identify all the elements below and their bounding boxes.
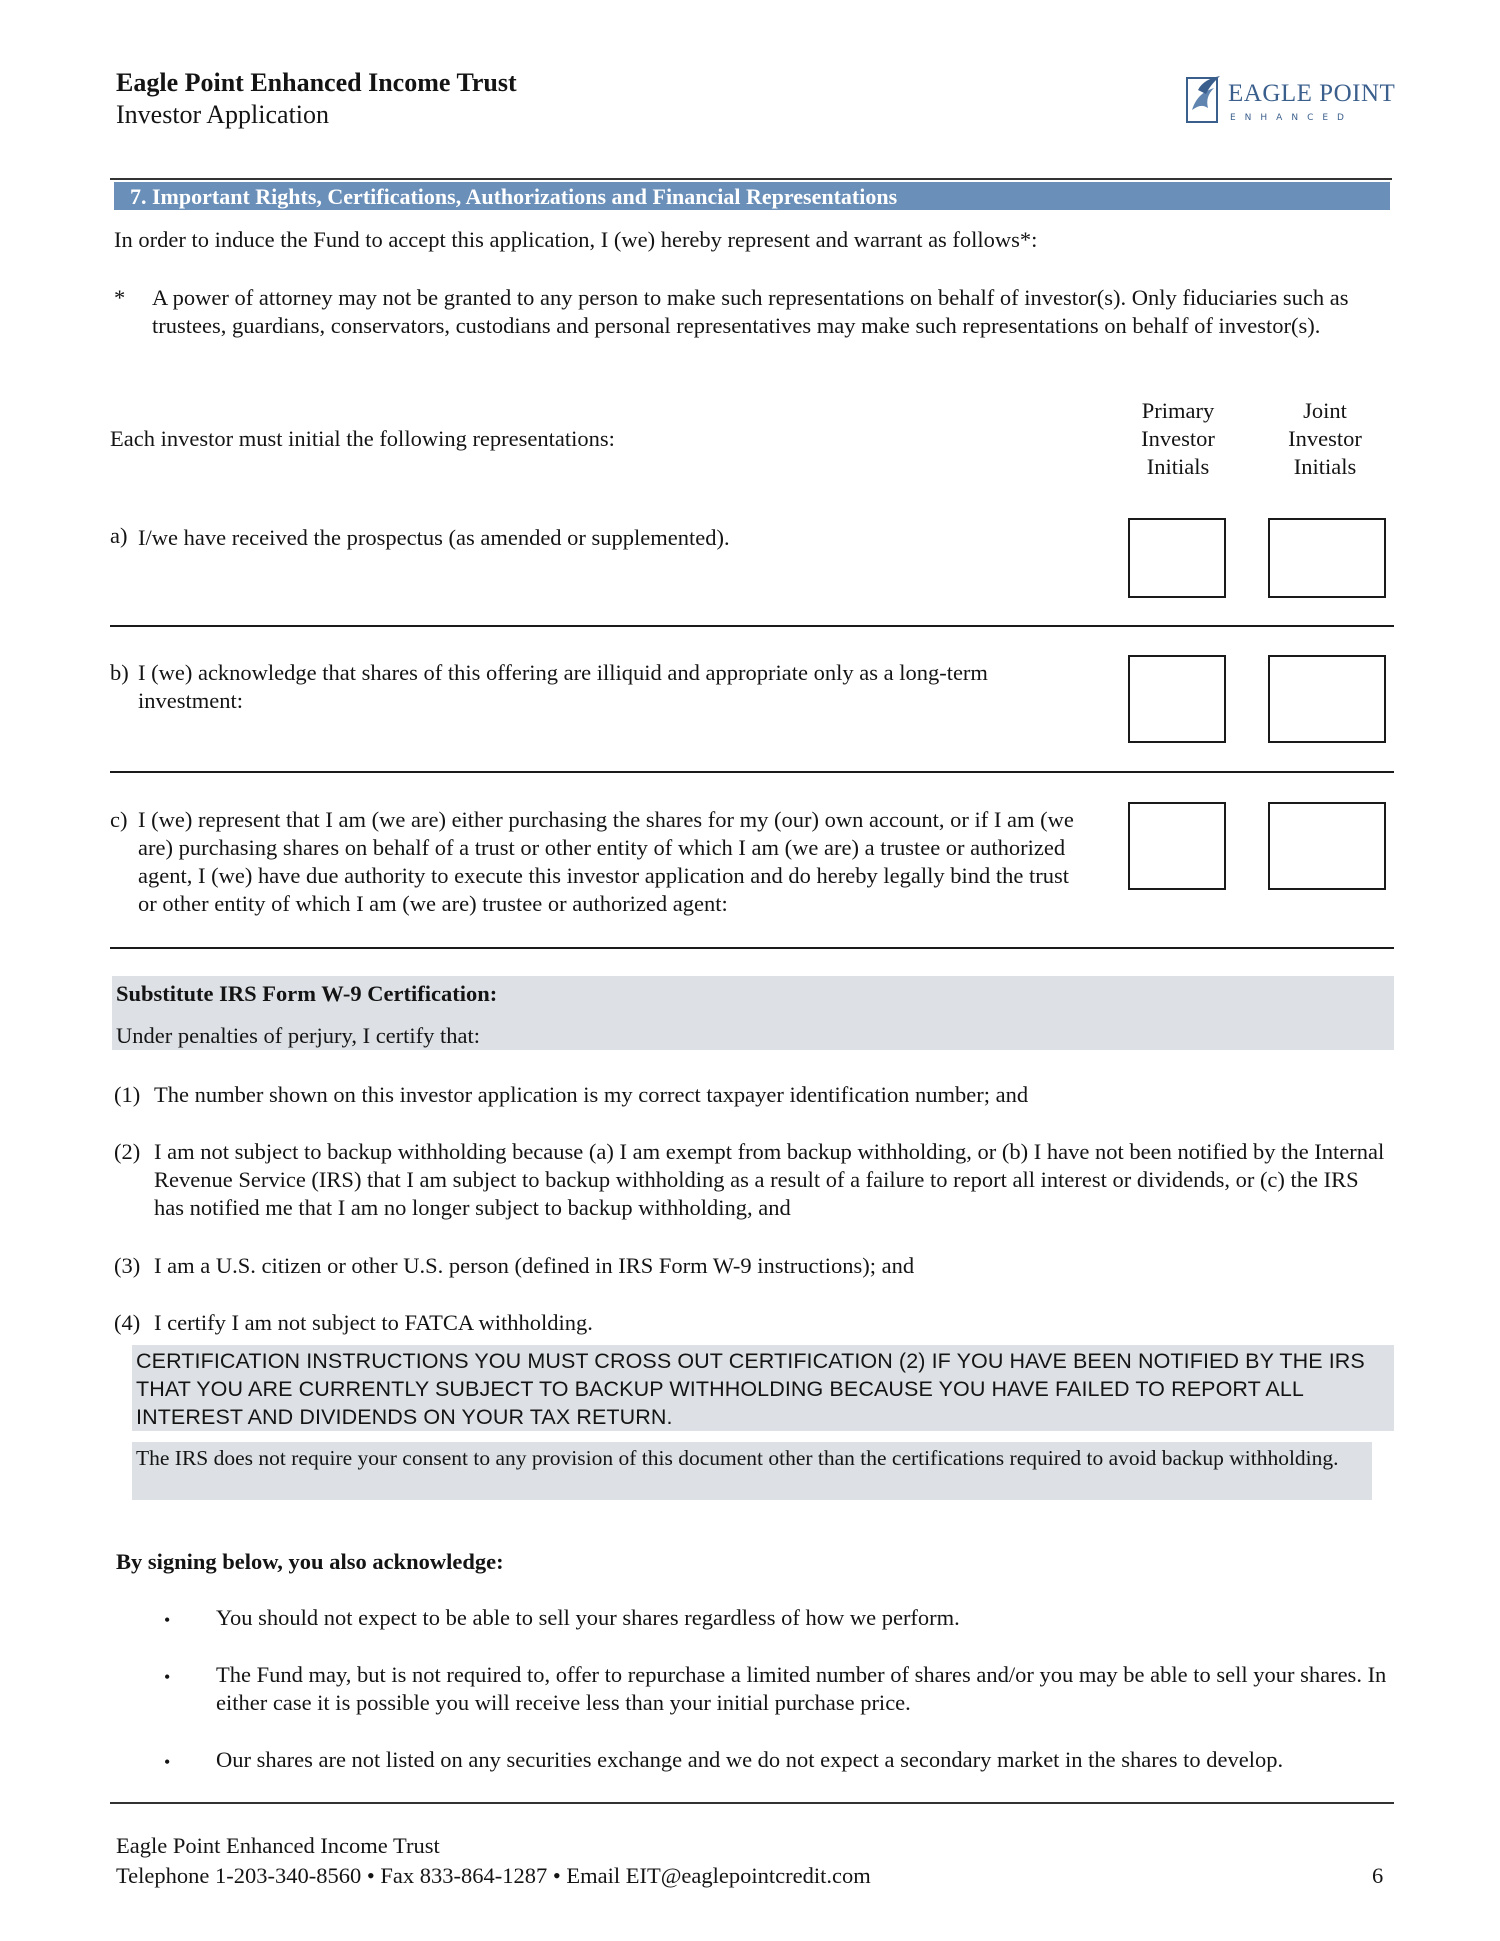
logo-subtext: ENHANCED (1230, 113, 1353, 123)
footer-contact-info: Telephone 1-203-340-8560 • Fax 833-864-1287 • Email EIT@eaglepointcredit.com (116, 1863, 871, 1888)
cert-3-number: (3) (114, 1253, 141, 1278)
section-intro: In order to induce the Fund to accept this application, I (we) hereby represent and warrant as follows*: (114, 227, 1038, 252)
rep-b-divider (110, 771, 1394, 773)
acknowledge-item-3: Our shares are not listed on any securities exchange and we do not expect a secondary market in the shares to develop. (216, 1747, 1284, 1772)
acknowledge-title: By signing below, you also acknowledge: (116, 1549, 504, 1574)
note-marker: * (114, 285, 126, 310)
cert-1-text: The number shown on this investor application is my correct taxpayer identification number; and (154, 1082, 1029, 1107)
joint-initials-header: Joint Investor Initials (1288, 398, 1362, 479)
company-logo (1184, 70, 1396, 130)
rep-c-primary-initials-box[interactable] (1128, 802, 1226, 890)
rep-c-text: I (we) represent that I am (we are) either purchasing the shares for my (our) own account, or if I am (we are) purchasing shares on behalf of a trust or other entity of which I am (we are) a trustee or authorized agent, I (we) have due authority to execute this investor application and do hereby legally bind the trust or other entity of which I am (we are) trustee or authorized agent: (138, 807, 1074, 916)
document-subtitle: Investor Application (116, 100, 330, 129)
rep-a-joint-initials-box[interactable] (1268, 518, 1386, 598)
cert-4-text: I certify I am not subject to FATCA withholding. (154, 1310, 593, 1335)
cert-1-number: (1) (114, 1082, 141, 1107)
logo-wordmark: EAGLE POINT (1228, 80, 1396, 107)
rep-b-letter: b) (110, 660, 129, 685)
footer-company-name: Eagle Point Enhanced Income Trust (116, 1833, 440, 1858)
power-of-attorney-note: A power of attorney may not be granted to any person to make such representations on behalf of investor(s). Only fiduciaries such as trustees, guardians, conservators, custodians and personal representatives may make such representations on behalf of investor(s). (152, 285, 1349, 338)
primary-initials-header: Primary Investor Initials (1141, 398, 1215, 479)
acknowledge-item-2: The Fund may, but is not required to, offer to repurchase a limited number of shares and/or you may be able to sell your shares. In either case it is possible you will receive less than your initial purchase price. (216, 1662, 1387, 1715)
section-heading: 7. Important Rights, Certifications, Authorizations and Financial Representations (114, 182, 1390, 210)
rep-a-divider (110, 625, 1394, 627)
cert-4-number: (4) (114, 1310, 141, 1335)
rep-b-primary-initials-box[interactable] (1128, 655, 1226, 743)
header-divider (110, 178, 1392, 180)
rep-c-joint-initials-box[interactable] (1268, 802, 1386, 890)
eagle-logo-icon (1184, 70, 1224, 126)
irs-consent-text: The IRS does not require your consent to any provision of this document other than the certifications required to avoid backup withholding. (136, 1446, 1339, 1470)
rep-c-divider (110, 947, 1394, 949)
cert-2-number: (2) (114, 1139, 141, 1164)
cert-3-text: I am a U.S. citizen or other U.S. person (defined in IRS Form W-9 instructions); and (154, 1253, 915, 1278)
rep-a-primary-initials-box[interactable] (1128, 518, 1226, 598)
rep-a-letter: a) (110, 523, 128, 548)
rep-c-letter: c) (110, 807, 128, 832)
bullet-icon: • (164, 1610, 171, 1630)
initial-instruction: Each investor must initial the following representations: (110, 426, 615, 451)
w9-title: Substitute IRS Form W-9 Certification: (116, 981, 498, 1006)
acknowledge-item-1: You should not expect to be able to sell your shares regardless of how we perform. (216, 1605, 960, 1630)
rep-b-text: I (we) acknowledge that shares of this offering are illiquid and appropriate only as a long-term investment: (138, 660, 988, 713)
bullet-icon: • (164, 1667, 171, 1687)
bullet-icon: • (164, 1752, 171, 1772)
certification-instructions: CERTIFICATION INSTRUCTIONS YOU MUST CROSS OUT CERTIFICATION (2) IF YOU HAVE BEEN NOTIFIED BY THE IRS THAT YOU ARE CURRENTLY SUBJECT TO BACKUP WITHHOLDING BECAUSE YOU HAVE FAILED TO REPORT ALL INTEREST AND DIVIDENDS ON YOUR TAX RETURN. (136, 1349, 1365, 1429)
page-number: 6 (1372, 1863, 1384, 1888)
cert-2-text: I am not subject to backup withholding because (a) I am exempt from backup withholding, or (b) I have not been notified by the Internal Revenue Service (IRS) that I am subject to backup withholding as a result of a failure to report all interest or dividends, or (c) the IRS has notified me that I am no longer subject to backup withholding, and (154, 1139, 1385, 1220)
document-title: Eagle Point Enhanced Income Trust (116, 68, 517, 97)
rep-a-text: I/we have received the prospectus (as amended or supplemented). (138, 525, 730, 550)
footer-divider (110, 1802, 1394, 1804)
rep-b-joint-initials-box[interactable] (1268, 655, 1386, 743)
w9-intro: Under penalties of perjury, I certify that: (116, 1023, 481, 1048)
